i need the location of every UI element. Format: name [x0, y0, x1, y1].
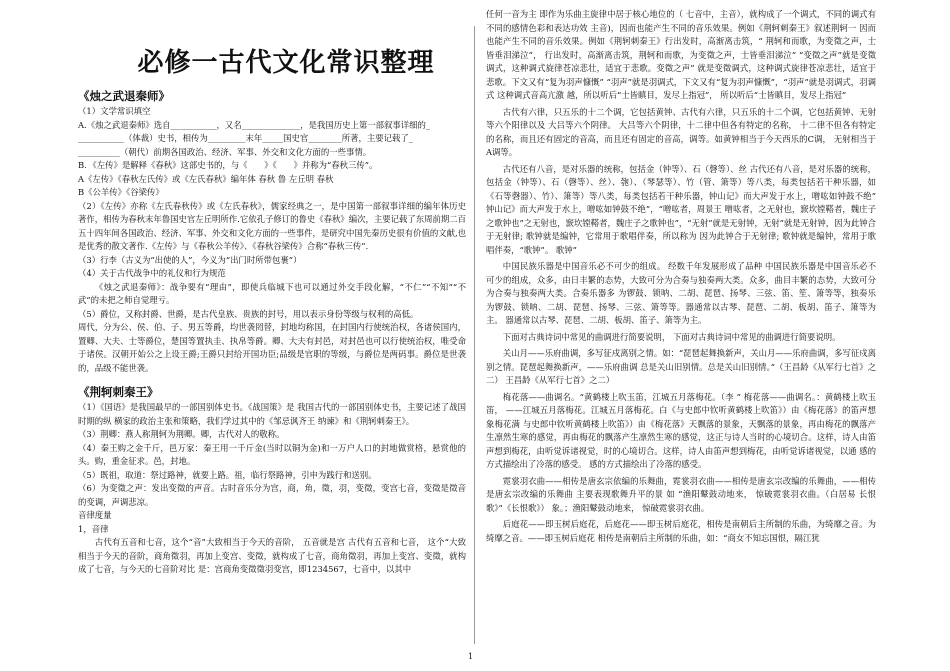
right-column — [486, 8, 876, 545]
paragraph: （2）《左传》亦称《左氏春秋传》或《左氏春秋》，儒家经典之一，是中国第一部叙事详细的编年体历史著作，相传为春秋末年鲁国史官左丘明所作.它依孔子修订的鲁史《春秋》编次，主要记载了东周前期二百五十四年间各国政治、经济、军事、外交和文化方面的一些事件，是研究中国先秦历史很有价值的文献,也是优秀的散文著作.《左传》与《春秋公羊传》、《春秋谷梁传》合称“春秋三传”． — [78, 200, 466, 251]
paragraph: （4）关于古代战争中的礼仪和行为规范 — [78, 268, 226, 278]
page-number: 1 — [468, 652, 474, 661]
page-title: 必修一古代文化常识整理 — [137, 48, 435, 78]
paragraph: __________（朝代）前期各国政治、经济、军事、外交和文化方面的一些事情。 — [78, 146, 372, 157]
paragraph: 古代还有八音，是对乐器的统称，包括金（钟等）、石（磬等）、丝 古代还有八音，是对乐器的统称，包括金（钟等）、石（磬等）、丝）、匏）、（琴瑟等）、竹（管、箫等）等八类，每类包括若干种乐器，如《石等磬器）、竹）、箫等）等八类，每类包括若干种乐器，钟山记》而大声发于水上，噌吰如钟鼓不绝” 钟山记》而大声发于水上，噌吰如钟鼓不绝”，“噌吰者，周景王 噌吰者，之无射也，窾坎镗鞳者，魏庄子之歌钟也”之无射也，窾坎镗鞳者，魏庄子之歌钟也”，“无射”就是无射钟，无射”就是无射钟，因为此钟合于无射律; 歌钟就是编钟，它常用于歌唱伴奏，所以称为 因为此钟合于无射律; 歌钟就是编钟，常用于歌唱伴奏，“歌钟”。 歌钟” — [486, 163, 876, 255]
paragraph: 关山月——乐府曲调，多写征戍离别之情。如：“琵琶起舞换新声，关山月——乐府曲调，多写征戍离别之情。琵琶起舞换新声，——乐府曲调 总是关山旧别情。总是关山旧别情。”（王昌龄《从军行七首》之二） 王昌龄《从军行七首》之二） — [486, 348, 876, 385]
paragraph: B．《左传》是解释《春秋》这部史书的，与《 》《 》并称为“春秋三传”。 — [78, 160, 378, 170]
paragraph: ___________（体裁）史书，相传为_________末年_____国史官________所著，主要记载了_ — [78, 133, 413, 143]
paragraph: （1）文学常识填空 — [78, 106, 151, 116]
paragraph: 梅花落——曲调名。“黄鹤楼上吹玉笛，江城五月落梅花。（李 ” 梅花落——曲调名。：黄鹤楼上吹玉笛， ——江城五月落梅花。江城五月落梅花。白《与史郎中钦听黄鹤楼上吹笛》）由《梅花落》的笛声想象梅花满 与史郎中钦听黄鹤楼上吹笛》）由《梅花落》天飘落的景象，天飘落的景象，再由梅花的飘落产生凛然生寒的感觉，再由梅花的飘落产生凛然生寒的感觉，这正与诗人当时的心境切合。这样，诗人由笛声想到梅花，由听觉诉诸视觉，时的心境切合。这样，诗人由笛声想到梅花，由听觉诉诸视觉，以通 感的方式描绘出了冷落的感受。 感的方式描绘出了冷落的感受。 — [486, 391, 876, 469]
paragraph: 下面对古典诗词中常见的曲调进行简要说明， 下面对古典诗词中常见的曲调进行简要说明。 — [502, 331, 841, 342]
paragraph: 霓裳羽衣曲——相传是唐玄宗依编的乐舞曲，霓裳羽衣曲——相传是唐玄宗改编的乐舞曲，——相传是唐玄宗改编的乐舞曲 主要表现歌舞升平的景 如 “渔阳鼙鼓动地来， 惊破霓裳羽衣曲。（白居易 长恨歌》”《长恨歌》） 象。；渔阳鼙鼓动地来， 惊破霓裳羽衣曲。 — [486, 475, 876, 513]
paragraph: （3）行李（古义为“出使的人”，今义为“出门时所带包裹”） — [78, 254, 302, 265]
left-column — [78, 0, 466, 577]
paragraph: 古代有五音和七音，这个“音”大致相当于今天的音阶， 五音就是宫 古代有五音和七音， 这个“大致相当于今天的音阶，商角徵羽，再加上变宫、变徵，就构成了七音，商角徵羽，再加上变宫、变徵，就构成了七音，与今天的七音阶对比 是：宫商角变徵徵羽变宫，即1234567，七音中，以其中 — [78, 537, 466, 574]
paragraph: 任何一音为主 即作为乐曲主旋律中居于核心地位的（ 七音中，主音），就构成了一个调式，不同的调式有不同的感情色彩和表达功效 主音)，因而也能产生不同的音乐效果。例如《荆轲刺秦王》叙述荆轲一 因而也能产生不同的音乐效果。例如《荆轲刺秦王》行出发时，高渐离击筑，“ 荆轲和而歌，为变徵之声，士皆垂泪涕泣”， 行出发时，高渐离击筑，荆轲和而歌，为变徵之声，士皆垂泪涕泣” “变徵之声”就是变徵调式，这种调式旋律苍凉悲壮，适宜于悲歌。变徵之声” 就是变徵调式，这种调式旋律苍凉悲壮，适宜于悲歌。下文又有“复为羽声慷慨” “羽声”就是羽调式，下文又有“复为羽声慷慨”，“羽声”就是羽调式，羽调式 这种调式音高亢激 越，所以听后“士皆瞋目，发尽上指冠”， 所以听后“士皆瞋目，发尽上指冠” — [486, 9, 876, 100]
paragraph: A《左传》《春秋左氏传》或《左氏春秋》编年体 春秋 鲁 左丘明 春秋 — [78, 173, 334, 184]
paragraph: （3）荆卿：燕人称荆轲为荆卿。卿，古代对人的敬称。 — [78, 429, 285, 439]
section-heading-jingke: 《荆轲刺秦王》 — [78, 385, 159, 399]
paragraph: 《烛之武退秦师》：战争要有“理由”，即使兵临城下也可以通过外交手段化解，“不仁”“不知”“不武”的未把之师自觉理亏。 — [78, 281, 466, 305]
paragraph: 中国民族乐器是中国音乐必不可少的组成。 经数千年发展形成了品种 中国民族乐器是中国音乐必不可少的组成，众多，由日丰繁的态势，大致可分为合奏与独奏两大类。众多，曲目丰繁的态势，大致可分为合奏与独奏两大类。合奏乐器多 为锣鼓、锁呐、二胡、琵琶、扬琴、三弦、笛、笙、箫等等，独奏乐 为锣鼓、锁呐、二胡、琵琶、扬琴、三弦、箫等等。器通常以古琴、琵琶、二胡、板胡、笛子、箫等为主。 器通常以古琴、琵琶、二胡、板胡、笛子、箫等为主。 — [486, 261, 876, 325]
paragraph: B《公羊传》《谷梁传》 — [78, 187, 164, 197]
section-heading-zhuzhiwu: 《烛之武退秦师》 — [78, 89, 170, 103]
paragraph: （4）秦王购之金千斤，邑万家：秦王用一千斤金(当时以铜为金)和一万户人口的封地做赏格，悬赏他的头。购，重金征求。邑，封地。 — [78, 442, 466, 466]
paragraph: A.《烛之武退秦师》选自___________，又名______________，是我国历史上第一部叙事详细的_ — [78, 119, 431, 130]
subheading: 1，音律 — [78, 523, 109, 534]
paragraph: 周代，分为公、侯、伯、子、男五等爵，均世袭罔替，封地均称国，在封国内行使统治权，各诸侯国内，置卿、大夫、士等爵位，楚国等置执圭、执帛等爵。卿、大夫有封邑，对封邑也可以行使统治权，唯受命于诸侯。汉朝开始公之上设王爵;王爵只封给开国功臣;品级是官职的等级，与爵位是两码事。爵位是世袭的，品级不能世袭。 — [78, 322, 466, 373]
paragraph: （6）为变徵之声：发出变徵的声音。古时音乐分为宫，商，角，徵，羽，变徵，变宫七音，变徵是徵音的变调，声调悲凉。 — [78, 483, 466, 507]
paragraph: 古代有六律，只五乐的十二个调，它包括黄钟、古代有六律，只五乐的十二个调，它包括黄钟、无射等六个阳律以及 大吕等六个阴律。 大吕等六个阴律，十二律中但各有特定的名称， 十二律不但各有特定的名称，而且还有固定的音高，而且还有固定的音高，调等。如黄钟相当于今天西乐的C调， 无射相当于A调等。 — [486, 106, 876, 157]
subheading: 音律度量 — [78, 510, 112, 520]
paragraph: （5）既祖，取道：祭过路神，就要上路。祖，临行祭路神，引申为践行和送别。 — [78, 469, 377, 480]
column-divider — [474, 26, 475, 644]
paragraph: （1）《国语》是我国最早的一部国别体史书。《战国策》是 我国古代的一部国别体史书，主要记述了战国时期的纵 横家的政治主张和策略，我们学过其中的《邹忌讽齐王 纳谏》和《荆轲刺秦王》。 — [78, 402, 466, 426]
paragraph: （5）爵位，又称封爵、世爵，是古代皇族、贵族的封号，用以表示身份等级与权利的高低。 — [78, 308, 419, 319]
paragraph: 后庭花——即玉树后庭花，后庭花——即玉树后庭花，相传是南朝后主所制的乐曲，为绮靡之音。为绮靡之音。——即玉树后庭花 相传是南朝后主所制的乐曲，如：“商女不知忘国恨，隔江犹 — [486, 519, 876, 543]
